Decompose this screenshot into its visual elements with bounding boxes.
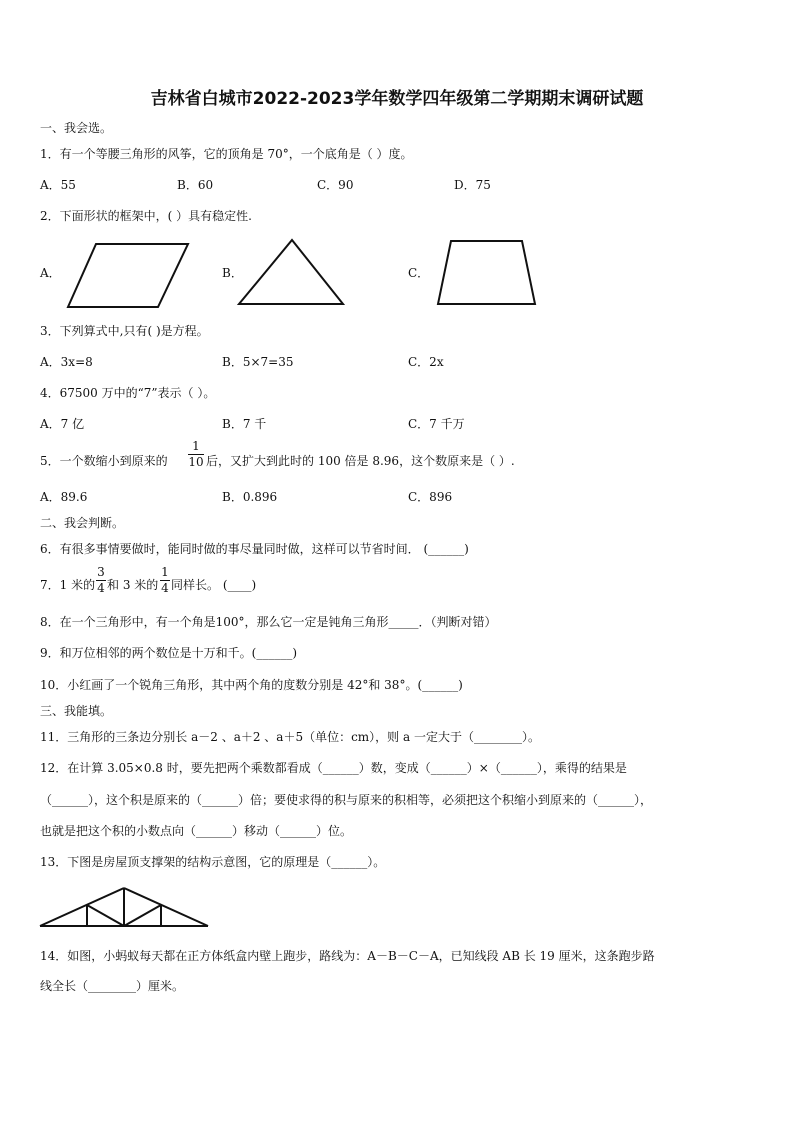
q1-option-c: C．90 — [317, 178, 354, 192]
q2-option-c: C． — [408, 266, 430, 280]
fraction-numerator: 1 — [192, 439, 200, 453]
q1-option-b: B．60 — [177, 178, 214, 192]
q1-option-a: A．55 — [40, 178, 76, 192]
fraction-three-quarters — [96, 566, 106, 595]
section-heading-judge: 二、我会判断。 — [40, 516, 125, 530]
page-title: 吉林省白城市2022-2023学年数学四年级第二学期期末调研试题 — [150, 89, 644, 109]
parallelogram-figure — [66, 240, 190, 310]
question-9: 9．和万位相邻的两个数位是十万和千。(______) — [40, 646, 297, 660]
q4-option-c: C．7 千万 — [408, 417, 465, 431]
fraction-numerator: 3 — [97, 565, 105, 579]
triangle-figure — [236, 237, 346, 307]
question-7-part-b: 和 3 米的 — [107, 578, 159, 592]
question-13: 13．下图是房屋顶支撑架的结构示意图，它的原理是（______）。 — [40, 855, 386, 869]
question-12-line-1: 12．在计算 3.05×0.8 时，要先把两个乘数都看成（______）数，变成（______）×（______），乘得的结果是 — [40, 761, 627, 775]
q2-option-b: B． — [222, 266, 243, 280]
q1-option-d: D．75 — [454, 178, 491, 192]
fraction-denominator: 4 — [161, 581, 169, 595]
trapezoid-figure — [436, 238, 538, 308]
question-3: 3．下列算式中,只有( )是方程。 — [40, 324, 209, 338]
fraction-denominator: 4 — [97, 581, 105, 595]
question-1: 1．有一个等腰三角形的风筝，它的顶角是 70°，一个底角是（ ）度。 — [40, 147, 413, 161]
question-5-part-a: 5．一个数缩小到原来的 — [40, 454, 168, 468]
question-12-line-3: 也就是把这个积的小数点向（______）移动（______）位。 — [40, 824, 353, 838]
fraction-one-tenth — [188, 440, 204, 469]
question-14-line-2: 线全长（________）厘米。 — [40, 979, 185, 993]
question-2: 2．下面形状的框架中，( ）具有稳定性. — [40, 209, 252, 223]
question-8: 8．在一个三角形中，有一个角是100°，那么它一定是钝角三角形_____．（判断对错） — [40, 615, 497, 629]
question-7-part-a: 7．1 米的 — [40, 578, 96, 592]
question-14-line-1: 14．如图，小蚂蚁每天都在正方体纸盒内壁上跑步，路线为：A－B－C－A，已知线段 AB 长 19 厘米，这条跑步路 — [40, 949, 655, 963]
question-10: 10．小红画了一个锐角三角形，其中两个角的度数分别是 42°和 38°。(______) — [40, 678, 463, 692]
question-6: 6．有很多事情要做时，能同时做的事尽量同时做，这样可以节省时间． (______) — [40, 542, 469, 556]
q5-option-a: A．89.6 — [40, 490, 88, 504]
fraction-denominator: 10 — [188, 455, 204, 469]
q3-option-b: B．5×7=35 — [222, 355, 294, 369]
question-11: 11．三角形的三条边分别长 a－2 、a＋2 、a＋5（单位：cm），则 a 一定大于（________）。 — [40, 730, 540, 744]
q4-option-b: B．7 千 — [222, 417, 267, 431]
section-heading-fill: 三、我能填。 — [40, 704, 113, 718]
q3-option-a: A．3x=8 — [40, 355, 93, 369]
q5-option-c: C．896 — [408, 490, 453, 504]
fraction-one-quarter — [160, 566, 170, 595]
q2-option-a: A． — [40, 266, 61, 280]
q3-option-c: C．2x — [408, 355, 444, 369]
q5-option-b: B．0.896 — [222, 490, 278, 504]
question-4: 4．67500 万中的“7”表示（ ）。 — [40, 386, 216, 400]
fraction-numerator: 1 — [161, 565, 169, 579]
roof-truss-figure — [38, 886, 210, 928]
question-12-line-2: （______），这个积是原来的（______）倍；要使求得的积与原来的积相等，必须把这个积缩小到原来的（______）， — [40, 793, 653, 807]
question-7-part-c: 同样长。 (____) — [171, 578, 257, 592]
section-heading-choice: 一、我会选。 — [40, 121, 113, 135]
q4-option-a: A．7 亿 — [40, 417, 85, 431]
question-5-part-b: 后，又扩大到此时的 100 倍是 8.96，这个数原来是（ ）. — [206, 454, 515, 468]
